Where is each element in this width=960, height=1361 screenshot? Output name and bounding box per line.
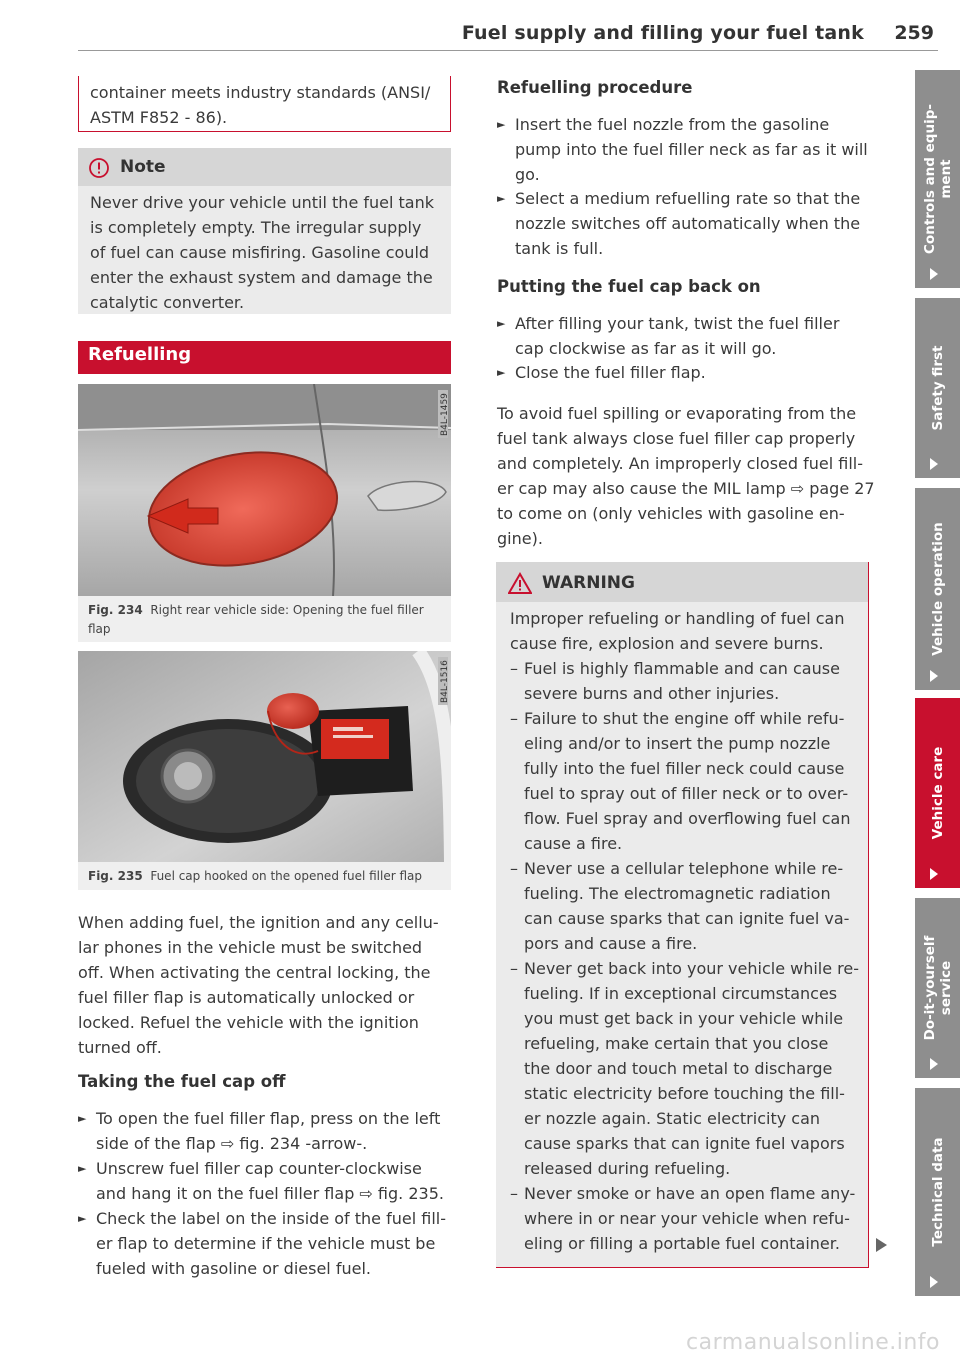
warning-line: fueling. If in exceptional circumstances	[524, 984, 838, 1003]
watermark: carmanualsonline.info	[686, 1330, 940, 1355]
tab-vehicle-care[interactable]	[915, 698, 960, 888]
tab-do-it-yourself-service[interactable]	[915, 898, 960, 1078]
note-line: catalytic converter.	[90, 293, 245, 312]
continue-arrow-icon	[876, 1238, 887, 1252]
warning-line: released during refueling.	[524, 1159, 731, 1178]
step-line: After filling your tank, twist the fuel filler	[515, 314, 840, 333]
info-line: er cap may also cause the MIL lamp ⇨ page 27	[497, 479, 875, 498]
note-line: is completely empty. The irregular supply	[90, 218, 422, 237]
tab-arrow-icon	[930, 458, 938, 470]
header-rule	[78, 50, 938, 51]
intro-line: When adding fuel, the ignition and any cellu-	[78, 913, 439, 932]
warning-line: Never get back into your vehicle while re-	[524, 959, 860, 978]
warning-line: Failure to shut the engine off while refu-	[524, 709, 845, 728]
info-line: fuel tank always close fuel filler cap properly	[497, 429, 856, 448]
warning-intro-line: Improper refueling or handling of fuel can	[510, 609, 845, 628]
note-header	[78, 148, 451, 186]
dash-mark: –	[510, 859, 518, 878]
step-line: To open the fuel filler flap, press on the left	[96, 1109, 441, 1128]
warning-line: eling or filling a portable fuel container.	[524, 1234, 840, 1253]
info-line: To avoid fuel spilling or evaporating from the	[497, 404, 857, 423]
step-line: fueled with gasoline or diesel fuel.	[96, 1259, 371, 1278]
figure-234-image	[78, 384, 451, 596]
step-line: Unscrew fuel filler cap counter-clockwise	[96, 1159, 422, 1178]
step-line: side of the flap ⇨ fig. 234 -arrow-.	[96, 1134, 368, 1153]
warning-line: cause sparks that can ignite fuel vapors	[524, 1134, 845, 1153]
figure-235-caption	[88, 867, 422, 885]
warning-line: eling and/or to insert the pump nozzle	[524, 734, 831, 753]
warning-line: Never smoke or have an open flame any-	[524, 1184, 856, 1203]
bullet-arrow-icon: ►	[497, 366, 506, 379]
figure-235-caption-box	[78, 862, 451, 890]
step-line: go.	[515, 165, 540, 184]
page-number: 259	[894, 22, 934, 44]
bullet-arrow-icon: ►	[78, 1162, 87, 1175]
warning-line: where in or near your vehicle when refu-	[524, 1209, 850, 1228]
dash-mark: –	[510, 1184, 518, 1203]
container-text-line-2: ASTM F852 - 86).	[90, 108, 228, 127]
figure-235-image	[78, 651, 451, 862]
intro-line: off. When activating the central locking, the	[78, 963, 431, 982]
warning-border	[496, 562, 869, 1268]
tab-arrow-icon	[930, 868, 938, 880]
figure-235-caption-text: Fuel cap hooked on the opened fuel filler flap	[150, 869, 422, 883]
cap-back-on-heading: Putting the fuel cap back on	[497, 277, 761, 296]
tab-label: Do-it-yourself service	[921, 935, 954, 1041]
intro-line: lar phones in the vehicle must be switched	[78, 938, 423, 957]
warning-line: cause a fire.	[524, 834, 623, 853]
intro-line: turned off.	[78, 1038, 162, 1057]
note-line: enter the exhaust system and damage the	[90, 268, 433, 287]
warning-line: Never use a cellular telephone while re-	[524, 859, 844, 878]
step-line: tank is full.	[515, 239, 604, 258]
bullet-arrow-icon: ►	[78, 1112, 87, 1125]
warning-line: pors and cause a fire.	[524, 934, 698, 953]
warning-line: severe burns and other injuries.	[524, 684, 780, 703]
warning-intro-line: cause fire, explosion and severe burns.	[510, 634, 824, 653]
step-line: and hang it on the fuel filler flap ⇨ fig. 235.	[96, 1184, 444, 1203]
taking-step-3	[78, 1206, 446, 1281]
intro-line: fuel filler flap is automatically unlocked or	[78, 988, 415, 1007]
note-body	[78, 186, 451, 314]
container-text-line-1: container meets industry standards (ANSI/	[90, 83, 431, 102]
tab-arrow-icon	[930, 670, 938, 682]
bullet-arrow-icon: ►	[497, 192, 506, 205]
dash-mark: –	[510, 709, 518, 728]
warning-line: refueling, make certain that you close	[524, 1034, 829, 1053]
refuelling-procedure-heading: Refuelling procedure	[497, 78, 693, 97]
tab-arrow-icon	[930, 268, 938, 280]
figure-234-label: Fig. 234	[88, 603, 143, 617]
step-line: cap clockwise as far as it will go.	[515, 339, 777, 358]
step-line: Close the fuel filler flap.	[515, 363, 706, 382]
warning-line: fuel to spray out of filler neck or to over-	[524, 784, 849, 803]
bullet-arrow-icon: ►	[497, 118, 506, 131]
step-line: er flap to determine if the vehicle must be	[96, 1234, 436, 1253]
running-header-title: Fuel supply and filling your fuel tank	[461, 22, 864, 44]
refuel-step-2	[497, 186, 860, 261]
cap-step-2	[497, 360, 706, 385]
tab-label: Safety first	[929, 345, 946, 431]
figure-235-code: B4L-1516	[440, 660, 450, 703]
step-line: Check the label on the inside of the fuel fill-	[96, 1209, 446, 1228]
section-title: Refuelling	[88, 344, 192, 365]
refuel-step-1	[497, 112, 868, 187]
tab-label: Technical data	[929, 1137, 946, 1247]
warning-line: Fuel is highly flammable and can cause	[524, 659, 840, 678]
warning-line: flow. Fuel spray and overflowing fuel can	[524, 809, 851, 828]
note-icon	[88, 157, 110, 179]
dash-mark: –	[510, 959, 518, 978]
tab-vehicle-operation[interactable]	[915, 488, 960, 690]
warning-line: static electricity before touching the fill-	[524, 1084, 845, 1103]
step-line: Insert the fuel nozzle from the gasoline	[515, 115, 830, 134]
cap-step-1	[497, 311, 839, 361]
info-line: and completely. An improperly closed fuel fill-	[497, 454, 864, 473]
figure-235-label: Fig. 235	[88, 869, 143, 883]
warning-line: you must get back in your vehicle while	[524, 1009, 844, 1028]
warning-line: the door and touch metal to discharge	[524, 1059, 833, 1078]
step-line: Select a medium refuelling rate so that the	[515, 189, 861, 208]
figure-234-caption-box	[78, 596, 451, 642]
warning-line: fueling. The electromagnetic radiation	[524, 884, 831, 903]
figure-234-caption-text: Right rear vehicle side: Opening the fuel filler	[150, 603, 424, 617]
tab-label: Controls and equip- ment	[921, 104, 954, 254]
warning-title: WARNING	[542, 573, 635, 593]
section-title-bar	[78, 341, 451, 374]
dash-mark: –	[510, 659, 518, 678]
note-line: of fuel can cause misfiring. Gasoline could	[90, 243, 430, 262]
tab-controls-and-equipment[interactable]	[915, 70, 960, 288]
step-line: pump into the fuel filler neck as far as it will	[515, 140, 868, 159]
warning-line: er nozzle again. Static electricity can	[524, 1109, 821, 1128]
step-line: nozzle switches off automatically when the	[515, 214, 861, 233]
tab-technical-data[interactable]	[915, 1088, 960, 1296]
bullet-arrow-icon: ►	[78, 1212, 87, 1225]
figure-234-caption-line-2: flap	[88, 622, 111, 636]
tab-safety-first[interactable]	[915, 298, 960, 478]
intro-line: locked. Refuel the vehicle with the ignition	[78, 1013, 419, 1032]
warning-line: can cause sparks that can ignite fuel va-	[524, 909, 850, 928]
tab-arrow-icon	[930, 1276, 938, 1288]
tab-label: Vehicle care	[929, 746, 946, 840]
warning-line: fully into the fuel filler neck could cause	[524, 759, 845, 778]
info-line: gine).	[497, 529, 543, 548]
figure-234-code: B4L-1459	[440, 393, 450, 436]
info-line: to come on (only vehicles with gasoline en-	[497, 504, 845, 523]
tab-label: Vehicle operation	[929, 522, 946, 656]
taking-step-2	[78, 1156, 444, 1206]
tab-arrow-icon	[930, 1058, 938, 1070]
note-line: Never drive your vehicle until the fuel tank	[90, 193, 435, 212]
taking-step-1	[78, 1106, 440, 1156]
bullet-arrow-icon: ►	[497, 317, 506, 330]
taking-cap-off-heading: Taking the fuel cap off	[78, 1072, 286, 1091]
note-title: Note	[120, 157, 166, 177]
figure-234-caption	[88, 601, 424, 619]
